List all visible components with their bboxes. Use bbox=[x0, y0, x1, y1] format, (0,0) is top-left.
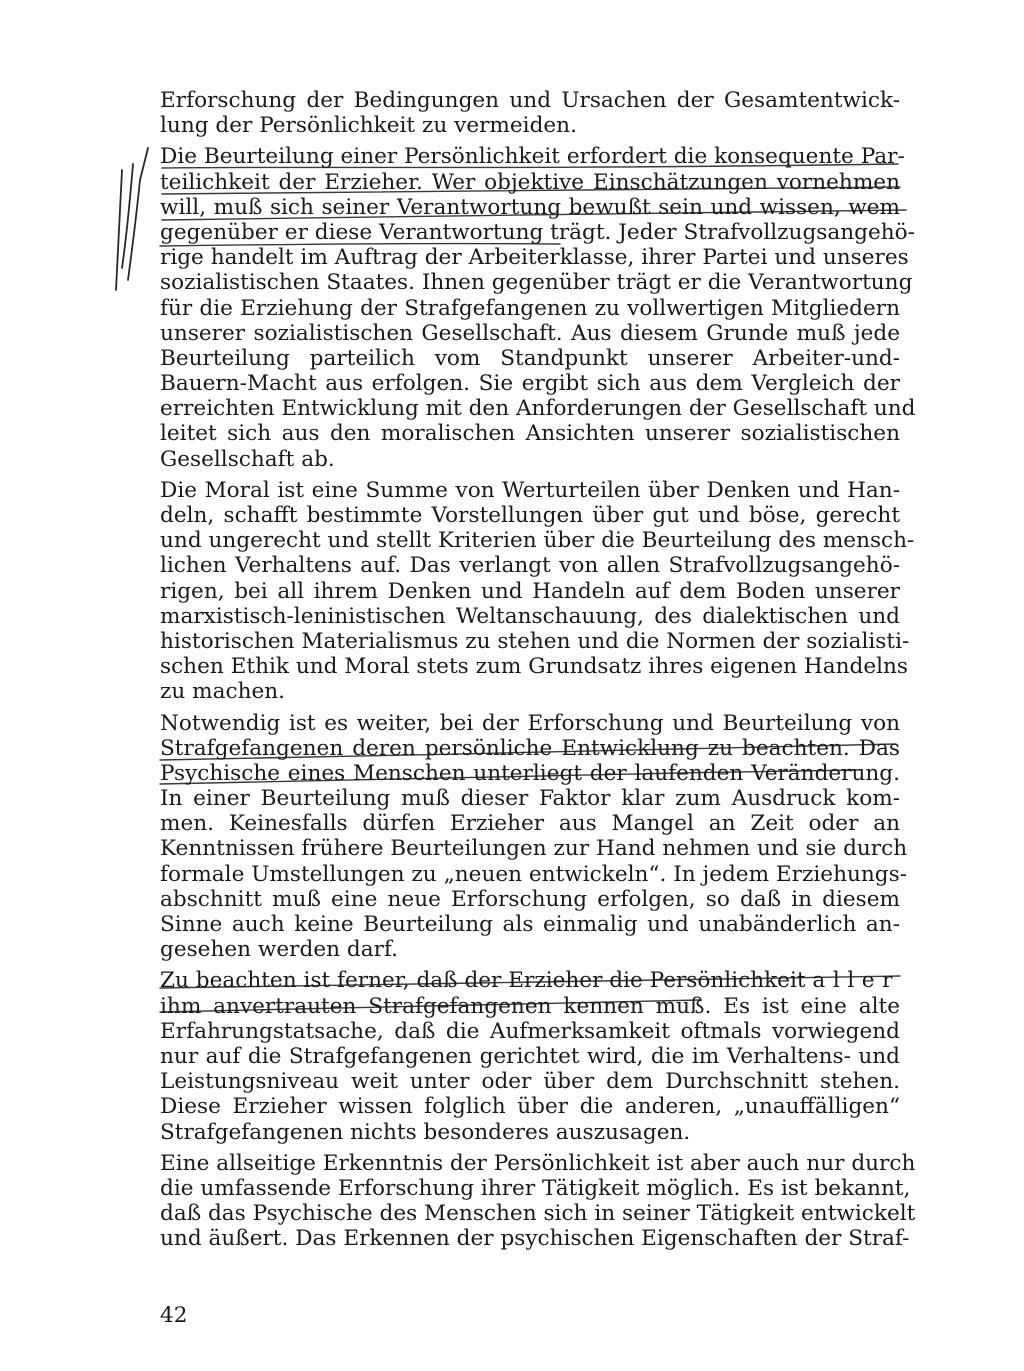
text-line: marxistisch-leninistischen Weltanschauung, des dialektischen und bbox=[160, 603, 900, 629]
text-line: formale Umstellungen zu „neuen entwickeln“. In jedem Erziehungs- bbox=[160, 861, 907, 887]
text-line: Diese Erzieher wissen folglich über die anderen, „unauffälligen“ bbox=[160, 1094, 900, 1120]
text-line: lung der Persönlichkeit zu vermeiden. bbox=[160, 113, 577, 139]
text-line: schen Ethik und Moral stets zum Grundsatz ihres eigenen Handelns bbox=[160, 654, 908, 680]
emphasized-word: aller bbox=[812, 968, 901, 994]
text-line: erreichten Entwicklung mit den Anforderungen der Gesellschaft und bbox=[160, 396, 916, 422]
body-text bbox=[160, 88, 916, 1252]
text-line: Sinne auch keine Beurteilung als einmalig und unabänderlich an- bbox=[160, 912, 900, 937]
text-line: abschnitt muß eine neue Erforschung erfolgen, so daß in diesem bbox=[160, 886, 900, 912]
text-line: historischen Materialismus zu stehen und die Normen der sozialisti- bbox=[160, 628, 910, 654]
text-line-start: Zu beachten ist ferner, daß der Erzieher die Persönlichkeit bbox=[160, 968, 806, 994]
text-line: nur auf die Strafgefangenen gerichtet wird, die im Verhaltens- und bbox=[160, 1043, 900, 1069]
text-line: zu machen. bbox=[160, 679, 286, 705]
text-line: rigen, bei all ihrem Denken und Handeln auf dem Boden unserer bbox=[160, 578, 900, 604]
text-line: die umfassende Erforschung ihrer Tätigkeit möglich. Es ist bekannt, bbox=[160, 1175, 911, 1201]
text-line: deln, schafft bestimmte Vorstellungen über gut und böse, gerecht bbox=[160, 503, 900, 528]
text-line: für die Erziehung der Strafgefangenen zu vollwertigen Mitgliedern bbox=[160, 295, 900, 321]
text-line: Kenntnissen frühere Beurteilungen zur Hand nehmen und sie durch bbox=[160, 836, 908, 862]
text-line: Erfahrungstatsache, daß die Aufmerksamkeit oftmals vorwiegend bbox=[160, 1018, 900, 1044]
page-number: 42 bbox=[160, 1303, 188, 1328]
text-line: Notwendig ist es weiter, bei der Erforschung und Beurteilung von bbox=[160, 710, 900, 736]
margin-pencil-marks bbox=[100, 140, 160, 300]
text-line bbox=[160, 968, 900, 993]
text-line: Strafgefangenen nichts besonderes auszusagen. bbox=[160, 1119, 691, 1145]
text-line: Leistungsniveau weit unter oder über dem Durchschnitt stehen. bbox=[160, 1069, 900, 1095]
text-line: unserer sozialistischen Gesellschaft. Aus diesem Grunde muß jede bbox=[160, 320, 900, 346]
text-line: Psychische eines Menschen unterliegt der laufenden Veränderung. bbox=[160, 760, 900, 786]
text-line: Die Beurteilung einer Persönlichkeit erfordert die konsequente Par- bbox=[160, 144, 905, 170]
text-line: lichen Verhaltens auf. Das verlangt von allen Strafvollzugsangehö- bbox=[160, 553, 900, 579]
text-line: Erforschung der Bedingungen und Ursachen der Gesamtentwick- bbox=[160, 88, 900, 113]
text-line: In einer Beurteilung muß dieser Faktor klar zum Ausdruck kom- bbox=[160, 786, 900, 812]
text-line: daß das Psychische des Menschen sich in seiner Tätigkeit entwickelt bbox=[160, 1201, 916, 1227]
text-line: Eine allseitige Erkenntnis der Persönlichkeit ist aber auch nur durch bbox=[160, 1150, 916, 1176]
text-line: Die Moral ist eine Summe von Werturteilen über Denken und Han- bbox=[160, 477, 900, 503]
text-line: teilichkeit der Erzieher. Wer objektive Einschätzungen vornehmen bbox=[160, 169, 900, 195]
text-line: sozialistischen Staates. Ihnen gegenüber trägt er die Verantwortung bbox=[160, 270, 913, 296]
text-line: und äußert. Das Erkennen der psychischen Eigenschaften der Straf- bbox=[160, 1226, 910, 1252]
text-line: will, muß sich seiner Verantwortung bewußt sein und wissen, wem bbox=[160, 194, 900, 220]
text-line: leitet sich aus den moralischen Ansichten unserer sozialistischen bbox=[160, 421, 900, 447]
text-line: ihm anvertrauten Strafgefangenen kennen muß. Es ist eine alte bbox=[160, 993, 900, 1019]
text-line: und ungerecht und stellt Kriterien über die Beurteilung des mensch- bbox=[160, 528, 915, 554]
text-line: rige handelt im Auftrag der Arbeiterklasse, ihrer Partei und unseres bbox=[160, 245, 909, 271]
text-line: Beurteilung parteilich vom Standpunkt unserer Arbeiter-und- bbox=[160, 345, 900, 371]
text-line: men. Keinesfalls dürfen Erzieher aus Mangel an Zeit oder an bbox=[160, 811, 900, 837]
text-line: gesehen werden darf. bbox=[160, 937, 398, 963]
text-line: Bauern-Macht aus erfolgen. Sie ergibt sich aus dem Vergleich der bbox=[160, 371, 900, 397]
text-line: gegenüber er diese Verantwortung trägt. Jeder Strafvollzugsangehö- bbox=[160, 219, 915, 245]
text-line: Gesellschaft ab. bbox=[160, 446, 335, 472]
text-line: Strafgefangenen deren persönliche Entwicklung zu beachten. Das bbox=[160, 735, 900, 761]
